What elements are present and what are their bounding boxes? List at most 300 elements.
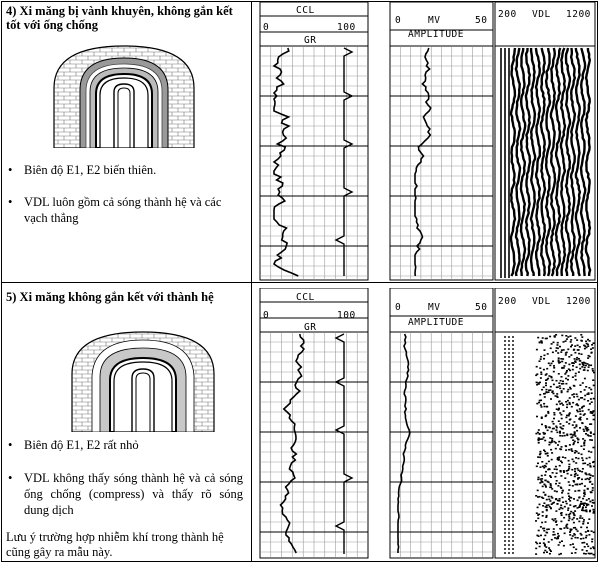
column-divider [251,1,252,562]
vdl-dot [560,380,562,382]
vdl-dot [549,336,551,338]
vdl-dot [583,542,585,544]
vdl-dot [584,510,586,512]
vdl-dot [543,539,545,541]
vdl-dot [581,483,583,485]
bullet-4-1: • Biên độ E1, E2 biến thiên. [8,162,243,178]
vdl-dot [545,416,547,418]
vdl-dot [593,512,595,514]
vdl-dot [544,545,546,547]
vdl-dot [568,466,570,468]
vdl-dot [590,548,592,550]
vdl-dot [584,492,586,494]
vdl-dot [538,383,540,385]
vdl-dot [563,365,565,367]
vdl-dot [547,378,549,380]
vdl-dot [545,338,547,340]
vdl-dot [584,463,586,465]
vdl-dot [550,508,552,510]
vdl-dot [546,406,548,408]
bullet-text: Biên độ E1, E2 rất nhỏ [24,438,139,452]
vdl-dot [549,500,551,502]
vdl-label: VDL [532,9,551,20]
vdl-dot [556,432,558,434]
vdl-dot [537,490,539,492]
vdl-dot [556,472,558,474]
vdl-dot [569,513,571,515]
vdl-dot [561,367,563,369]
vdl-dot [565,449,567,451]
vdl-dot [539,367,541,369]
vdl-dot [559,448,561,450]
vdl-dot [545,466,547,468]
cement-bond-log-5 [258,288,598,560]
vdl-dot [550,449,552,451]
vdl-dot [581,362,583,364]
vdl-dot [582,510,584,512]
vdl-dot [576,357,578,359]
vdl-dot [564,373,566,375]
vdl-dot [580,503,582,505]
vdl-dot [540,356,542,358]
vdl-dot [556,393,558,395]
vdl-dot [535,553,537,555]
vdl-dot [584,389,586,391]
vdl-dot [539,360,541,362]
vdl-dot [592,370,594,372]
vdl-dot [584,493,586,495]
vdl-dot [591,541,593,543]
vdl-dot [585,433,587,435]
vdl-dot [544,396,546,398]
vdl-dot [574,552,576,554]
vdl-dot [578,399,580,401]
vdl-dot [560,414,562,416]
vdl-dot [541,424,543,426]
vdl-dot [545,374,547,376]
vdl-dot [590,411,592,413]
vdl-dot [559,465,561,467]
vdl-dot [593,466,595,468]
vdl-dot [581,534,583,536]
bullet-5-1: • Biên độ E1, E2 rất nhỏ [8,437,243,453]
vdl-dot [568,415,570,417]
vdl-dot [582,468,584,470]
vdl-dot [555,429,557,431]
vdl-dot [548,547,550,549]
vdl-dot [547,412,549,414]
vdl-dot [563,432,565,434]
vdl-dot [593,398,595,400]
bullet-text: Biên độ E1, E2 biến thiên. [24,163,157,177]
vdl-dot [558,420,560,422]
vdl-dot [544,535,546,537]
vdl-dot [560,471,562,473]
vdl-dot [561,392,563,394]
vdl-wave [516,48,520,276]
vdl-dot [583,365,585,367]
amplitude-curve [415,48,431,276]
row-divider [1,282,598,283]
vdl-dot [548,461,550,463]
vdl-dot [553,367,555,369]
gr-label: GR [304,322,317,333]
vdl-dot [592,368,594,370]
vdl-dot [587,546,589,548]
vdl-dot [579,411,581,413]
vdl-dot [566,503,568,505]
vdl-dot [587,370,589,372]
vdl-wave [521,48,525,276]
vdl-dot [560,358,562,360]
vdl-dot [557,457,559,459]
vdl-dot [562,490,564,492]
vdl-dot [538,535,540,537]
vdl-dot [559,482,561,484]
vdl-dot [567,336,569,338]
vdl-dot [583,429,585,431]
vdl-dot [588,553,590,555]
vdl-dot [537,337,539,339]
vdl-dot [536,366,538,368]
vdl-dot [548,482,550,484]
vdl-dot [585,479,587,481]
vdl-dot [569,397,571,399]
vdl-dot [551,377,553,379]
vdl-dot [568,368,570,370]
vdl-dot [553,412,555,414]
vdl-dot [587,344,589,346]
vdl-dot [583,553,585,555]
vdl-dot [583,443,585,445]
vdl-dot [550,486,552,488]
vdl-dot [573,547,575,549]
vdl-dot [552,352,554,354]
bullet-5-2: • VDL không thấy sóng thành hệ và cả sóng ống chống (compress) và thấy rõ sóng dung dịch [8,471,243,517]
vdl-dot [549,437,551,439]
vdl-dot [549,427,551,429]
vdl-dot [544,355,546,357]
vdl-dot [537,496,539,498]
vdl-dot [540,478,542,480]
vdl-dot [574,358,576,360]
vdl-dot [548,528,550,530]
vdl-dot [577,507,579,509]
vdl-dot [575,426,577,428]
vdl-dot [593,433,595,435]
vdl-dot [592,447,594,449]
vdl-dot [555,483,557,485]
vdl-dot [555,520,557,522]
vdl-dot [563,341,565,343]
vdl-dot [545,382,547,384]
vdl-dot [539,504,541,506]
vdl-dot [538,530,540,532]
vdl-dot [583,430,585,432]
vdl-dot [558,535,560,537]
vdl-dot [572,444,574,446]
vdl-dot [568,516,570,518]
vdl-dot [576,393,578,395]
vdl-dot [571,394,573,396]
vdl-dot [535,520,537,522]
vdl-dot [553,441,555,443]
vdl-dot [589,340,591,342]
vdl-dot [574,510,576,512]
vdl-dot [543,369,545,371]
vdl-dot [543,358,545,360]
vdl-dot [590,389,592,391]
vdl-dot [576,366,578,368]
ccl-label: CCL [296,5,315,16]
vdl-dot [546,463,548,465]
vdl-wave [571,48,575,276]
vdl-dot [562,381,564,383]
vdl-dot [563,471,565,473]
vdl-dot [539,342,541,344]
vdl-dot [576,339,578,341]
vdl-dot [577,530,579,532]
vdl-dot [563,470,565,472]
vdl-dot [556,491,558,493]
vdl-dot [542,486,544,488]
vdl-dot [543,386,545,388]
vdl-dot [553,423,555,425]
vdl-dot [554,490,556,492]
vdl-dot [574,490,576,492]
vdl-dot [554,537,556,539]
vdl-dot [542,515,544,517]
vdl-dot [551,459,553,461]
vdl-wave [561,48,565,276]
vdl-dot [541,389,543,391]
vdl-dot [559,432,561,434]
vdl-dot [580,391,582,393]
vdl-dot [587,504,589,506]
vdl-dot [565,383,567,385]
vdl-dot [573,533,575,535]
vdl-dot [538,402,540,404]
vdl-dot [593,385,595,387]
vdl-dot [582,503,584,505]
vdl-dot [585,341,587,343]
vdl-dot [573,517,575,519]
vdl-dot [588,479,590,481]
vdl-wave [526,48,530,276]
vdl-dot [583,495,585,497]
vdl-dot [581,422,583,424]
vdl-dot [589,465,591,467]
vdl-wave [541,48,545,276]
vdl-dot [554,335,556,337]
vdl-dot [590,365,592,367]
vdl-dot [574,375,576,377]
vdl-dot [586,535,588,537]
vdl-dot [565,372,567,374]
vdl-dot [586,543,588,545]
vdl-dot [566,524,568,526]
vdl-dot [582,538,584,540]
vdl-dot [561,335,563,337]
vdl-dot [579,427,581,429]
vdl-dot [579,408,581,410]
vdl-dot [590,501,592,503]
vdl-dot [540,466,542,468]
vdl-scale-min: 200 [498,296,517,307]
vdl-dot [584,395,586,397]
vdl-dot [555,466,557,468]
vdl-dot [547,455,549,457]
vdl-dot [562,456,564,458]
vdl-dot [574,345,576,347]
vdl-dot [588,451,590,453]
vdl-dot [561,361,563,363]
vdl-dot [550,348,552,350]
vdl-dot [588,534,590,536]
vdl-dot [588,498,590,500]
vdl-dot [561,435,563,437]
vdl-dot [573,442,575,444]
vdl-dot [581,479,583,481]
vdl-dot [586,550,588,552]
vdl-wave [511,48,515,276]
vdl-dot [592,379,594,381]
vdl-dot [541,475,543,477]
vdl-dot [544,474,546,476]
vdl-dot [591,530,593,532]
vdl-dot [561,446,563,448]
vdl-dot [581,517,583,519]
vdl-dot [581,407,583,409]
vdl-dot [573,396,575,398]
vdl-dot [576,396,578,398]
vdl-dot [566,370,568,372]
mv-scale-max: 50 [475,15,488,26]
vdl-dot [560,505,562,507]
vdl-dot [579,368,581,370]
vdl-dot [572,535,574,537]
vdl-dot [583,490,585,492]
vdl-dot [540,526,542,528]
gr-label: GR [304,35,317,46]
vdl-dot [547,430,549,432]
vdl-dot [584,546,586,548]
vdl-dot [588,366,590,368]
vdl-dot [591,505,593,507]
vdl-dot [540,373,542,375]
vdl-dot [590,348,592,350]
vdl-dot [587,464,589,466]
vdl-dot [562,358,564,360]
vdl-scale-max: 1200 [566,9,591,20]
vdl-scale-min: 200 [498,9,517,20]
vdl-dot [560,553,562,555]
vdl-dot [557,444,559,446]
vdl-dot [560,521,562,523]
vdl-dot [549,365,551,367]
vdl-dot [578,353,580,355]
vdl-dot [571,344,573,346]
vdl-dot [553,531,555,533]
vdl-dot [561,418,563,420]
vdl-dot [557,352,559,354]
vdl-dot [560,487,562,489]
vdl-dot [542,505,544,507]
vdl-scale-max: 1200 [566,296,591,307]
vdl-dot [579,364,581,366]
vdl-dot [568,364,570,366]
vdl-wave [536,48,540,276]
vdl-dot [554,468,556,470]
vdl-dot [578,497,580,499]
vdl-dot [548,499,550,501]
vdl-dot [591,439,593,441]
vdl-dot [548,375,550,377]
vdl-dot [593,532,595,534]
vdl-dot [582,382,584,384]
vdl-dot [551,539,553,541]
vdl-dot [552,472,554,474]
vdl-dot [578,371,580,373]
vdl-dot [541,522,543,524]
vdl-dot [555,395,557,397]
vdl-dot [556,503,558,505]
vdl-dot [565,378,567,380]
vdl-dot [535,542,537,544]
vdl-dot [555,448,557,450]
vdl-dot [546,532,548,534]
vdl-dot [584,399,586,401]
vdl-wave [566,48,570,276]
vdl-dot [584,440,586,442]
vdl-dot [583,519,585,521]
vdl-dot [556,387,558,389]
gr-scale-max: 100 [337,310,356,321]
vdl-dot [587,357,589,359]
vdl-dot [573,421,575,423]
vdl-dot [563,545,565,547]
vdl-dot [535,375,537,377]
vdl-dot [576,403,578,405]
vdl-dot [566,421,568,423]
vdl-dot [581,549,583,551]
vdl-dot [577,442,579,444]
vdl-dot [553,371,555,373]
vdl-dot [591,352,593,354]
vdl-dot [557,485,559,487]
vdl-dot [593,548,595,550]
vdl-dot [587,530,589,532]
vdl-dot [546,505,548,507]
vdl-dot [575,457,577,459]
vdl-dot [591,538,593,540]
vdl-dot [546,389,548,391]
vdl-dot [567,507,569,509]
vdl-dot [579,418,581,420]
vdl-dot [546,506,548,508]
vdl-dot [576,410,578,412]
vdl-dot [592,509,594,511]
vdl-dot [586,418,588,420]
vdl-dot [539,451,541,453]
vdl-dot [561,540,563,542]
vdl-dot [542,438,544,440]
vdl-dot [571,538,573,540]
vdl-dot [561,514,563,516]
vdl-dot [564,457,566,459]
vdl-dot [551,363,553,365]
vdl-dot [542,466,544,468]
